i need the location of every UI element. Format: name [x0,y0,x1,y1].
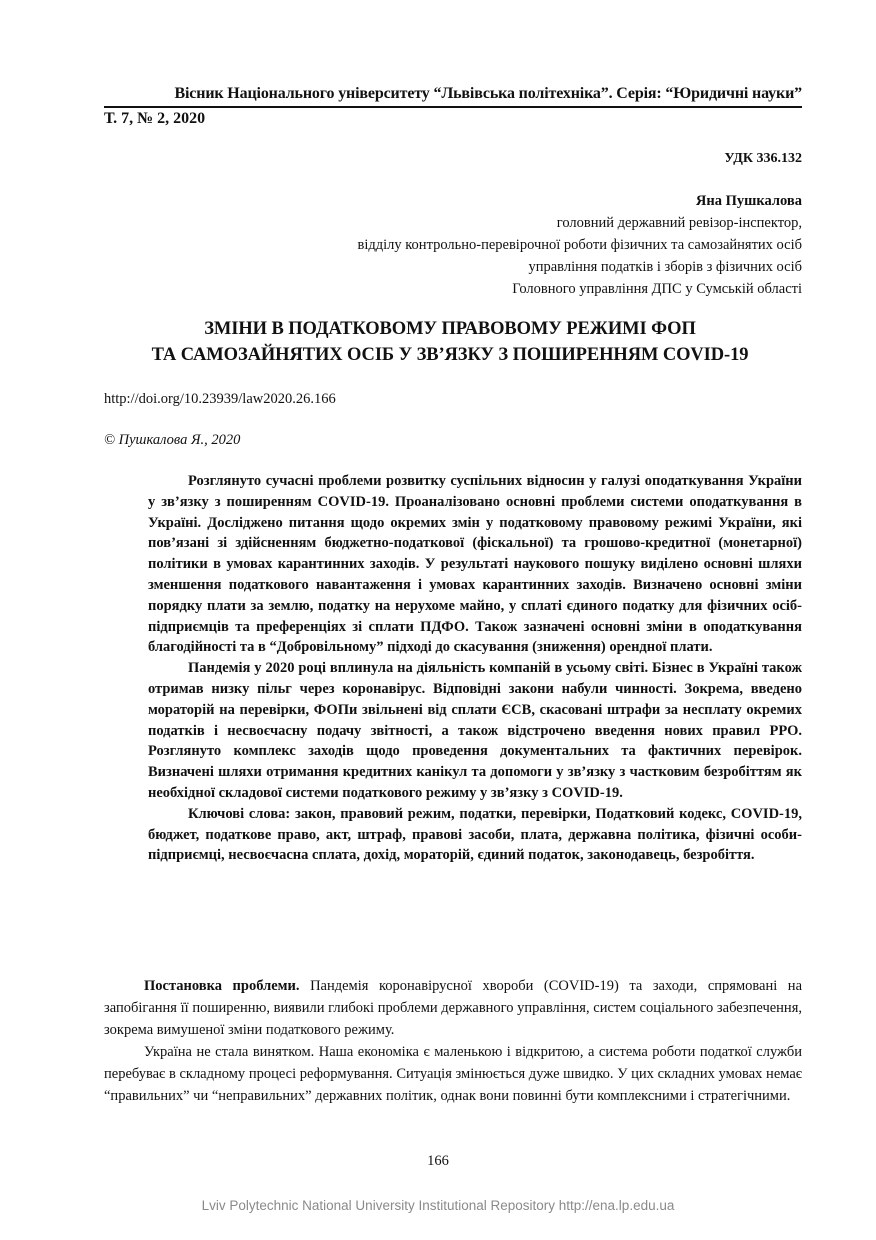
journal-issue: Т. 7, № 2, 2020 [104,110,206,127]
keywords-list: закон, правовий режим, податки, перевірки, Податковий кодекс, COVID-19, бюджет, податкове право, акт, штраф, правові засоби, плата, державна політика, фізичні особи-підприємці, несвоєчасна сплата, дохід, мораторій, єдиний податок, законодавець, безробіття. [148,805,803,864]
author-affiliation-line: управління податків і зборів з фізичних осіб [528,259,802,275]
keywords-label: Ключові слова: [188,805,291,822]
doi [104,389,336,409]
author-block [242,190,802,300]
abstract-paragraph: Розглянуто сучасні проблеми розвитку суспільних відносин у галузі оподаткування України у зв’язку з поширенням COVID-19. Проаналізовано основні проблеми системи оподаткування в Україні. Досліджено питання щодо окремих змін у податковому правовому режимі України, які пов’язані зі здійсненням бюджетно-податкової (фіскальної) та грошово-кредитної (монетарної) політики в умовах карантинних заходів. У результаті наукового пошуку виділено основні шляхи зменшення податкового навантаження і умовах карантинних заходів. Визначено основні зміни порядку плати за землю, податку на нерухоме майно, у сплаті єдиного податку для фізичних осіб-підприємців та преференціях зі сплати ПДФО. Також зазначені основні зміни в оподаткування благодійності та в “Добровільному” підході до скасування (зниження) орендної плати. [148,473,802,656]
article-title-line: ЗМІНИ В ПОДАТКОВОМУ ПРАВОВОМУ РЕЖИМІ ФОП [204,319,696,339]
keywords [148,804,802,866]
abstract [148,471,802,866]
body-paragraph: Україна не стала винятком. Наша економіка є маленькою і відкритою, а система роботи податкої служби перебуває в складному процесі реформування. Ситуація змінюється дуже швидко. У цих складних умовах немає “правильних” чи “неправильних” державних політик, однак вони повинні бути комплексними і стратегічними. [104,1044,802,1104]
udc-code: УДК 336.132 [724,151,802,166]
author-affiliation-line: головний державний ревізор-інспектор, [556,215,802,231]
header-rule [104,106,802,108]
author-name: Яна Пушкалова [695,193,802,209]
body-text [104,975,802,1107]
author-affiliation-line: відділу контрольно-перевірочної роботи фізичних та самозайнятих осіб [357,237,802,253]
journal-title: Вісник Національного університету “Львівська політехніка”. Серія: “Юридичні науки” [174,85,802,102]
copyright: © Пушкалова Я., 2020 [104,432,241,448]
section-heading: Постановка проблеми. [144,978,300,994]
doi-link[interactable]: http://doi.org/10.23939/law2020.26.166 [104,391,336,407]
abstract-paragraph: Пандемія у 2020 році вплинула на діяльність компаній в усьому світі. Бізнес в Україні також отримав низку пільг через коронавірус. Відповідні закони набули чинності. Зокрема, введено мораторій на перевірки, ФОПи звільнені від сплати ЄСВ, скасовані штрафи за несплату окремих податків і несвоєчасну подачу звітності, а також відстрочено введення нових правил РРО. Розглянуто комплекс заходів щодо проведення документальних та фактичних перевірок. Визначені шляхи отримання кредитних канікул та допомоги у зв’язку з частковим безробіттям як необхідної складової системи податкового режиму у зв’язку з COVID-19. [148,660,802,801]
body-paragraph-text: Пандемія коронавірусної хвороби (COVID-19) та заходи, спрямовані на запобігання її поширенню, виявили глибокі проблеми державного управління, систем соціального забезпечення, зокрема вимушеної зміни податкового режиму. [104,978,803,1038]
author-affiliation-line: Головного управління ДПС у Сумській області [512,281,802,297]
page-number: 166 [427,1153,449,1169]
body-paragraph [104,975,802,1041]
article-title [90,316,810,368]
article-title-line: ТА САМОЗАЙНЯТИХ ОСІБ У ЗВ’ЯЗКУ З ПОШИРЕННЯМ COVID-19 [151,345,749,365]
repository-footer: Lviv Polytechnic National University Institutional Repository http://ena.lp.edu.ua [201,1198,675,1213]
